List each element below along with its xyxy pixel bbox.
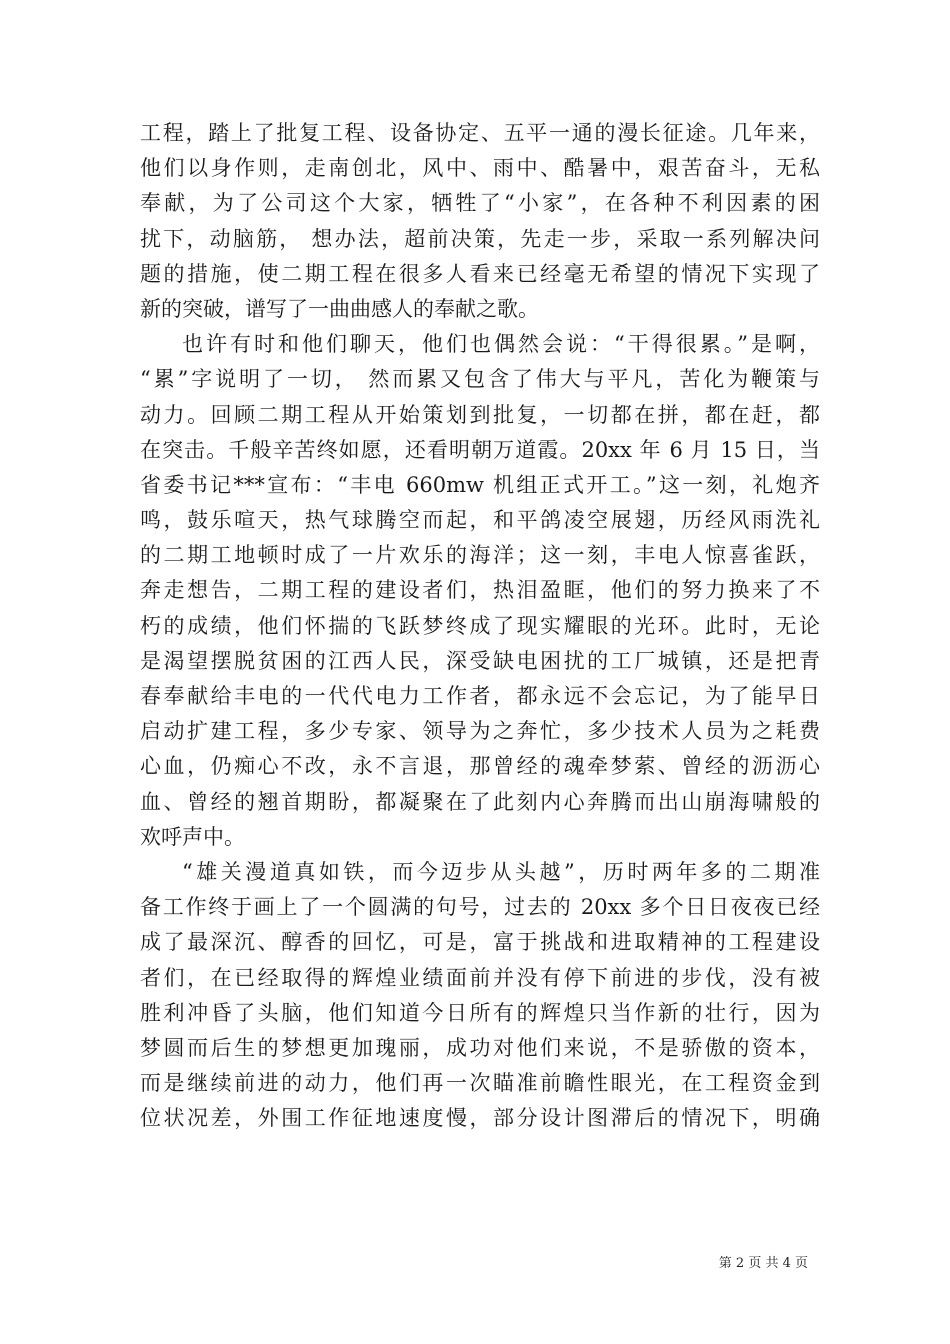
text-line: 朽的成绩，他们怀揣的飞跃梦终成了现实耀眼的光环。此时，无论 xyxy=(140,613,820,638)
text-line: 成了最深沉、醇香的回忆，可是，富于挑战和进取精神的工程建设 xyxy=(140,930,820,955)
text-line: 者们，在已经取得的辉煌业绩面前并没有停下前进的步伐，没有被 xyxy=(140,965,820,990)
text-line: 动力。回顾二期工程从开始策划到批复，一切都在拼，都在赶，都 xyxy=(140,402,820,427)
text-line: 省委书记***宣布：“丰电 660mw 机组正式开工。”这一刻，礼炮齐 xyxy=(140,472,820,497)
text-line: “雄关漫道真如铁，而今迈步从头越”，历时两年多的二期准 xyxy=(182,859,820,884)
text-line: 鸣，鼓乐喧天，热气球腾空而起，和平鸽凌空展翅，历经风雨洗礼 xyxy=(140,508,820,533)
text-line: 备工作终于画上了一个圆满的句号，过去的 20xx 多个日日夜夜已经 xyxy=(140,895,820,920)
text-line: 梦圆而后生的梦想更加瑰丽，成功对他们来说，不是骄傲的资本， xyxy=(140,1035,820,1060)
text-line: 春奉献给丰电的一代代电力工作者，都永远不会忘记，为了能早日 xyxy=(140,684,820,708)
text-line: 奔走想告，二期工程的建设者们，热泪盈眶，他们的努力换来了不 xyxy=(140,578,820,603)
text-line: 工程，踏上了批复工程、设备协定、五平一通的漫长征途。几年来， xyxy=(140,121,820,145)
text-line: 的二期工地顿时成了一片欢乐的海洋；这一刻，丰电人惊喜雀跃， xyxy=(140,543,820,568)
text-line: 心血，仍痴心不改，永不言退，那曾经的魂牵梦萦、曾经的沥沥心 xyxy=(140,754,820,779)
paragraph xyxy=(140,855,820,1137)
text-line: 奉献，为了公司这个大家，牺牲了“小家”，在各种不利因素的困 xyxy=(140,191,820,216)
text-line: 血、曾经的翘首期盼，都凝聚在了此刻内心奔腾而出山崩海啸般的 xyxy=(140,789,820,814)
page-number: 第 2 页 共 4 页 xyxy=(718,1256,808,1271)
text-line: 他们以身作则，走南创北，风中、雨中、酷暑中，艰苦奋斗，无私 xyxy=(140,156,820,181)
text-line: 而是继续前进的动力，他们再一次瞄准前瞻性眼光，在工程资金到 xyxy=(140,1071,820,1096)
text-line: 扰下，动脑筋， 想办法，超前决策，先走一步，采取一系列解决问 xyxy=(140,226,820,251)
paragraph xyxy=(140,327,820,855)
text-line: 胜利冲昏了头脑，他们知道今日所有的辉煌只当作新的壮行，因为 xyxy=(140,1000,820,1025)
text-line: 启动扩建工程，多少专家、领导为之奔忙，多少技术人员为之耗费 xyxy=(140,719,820,744)
text-line: 也许有时和他们聊天，他们也偶然会说：“干得很累。”是啊， xyxy=(182,332,820,357)
text-line: 位状况差，外围工作征地速度慢，部分设计图滞后的情况下，明确 xyxy=(140,1106,820,1131)
text-line: 题的措施，使二期工程在很多人看来已经毫无希望的情况下实现了 xyxy=(140,261,820,286)
text-line: 在突击。千般辛苦终如愿，还看明朝万道霞。20xx 年 6 月 15 日，当 xyxy=(140,437,820,462)
paragraph xyxy=(140,116,820,327)
text-line: 是渴望摆脱贫困的江西人民，深受缺电困扰的工厂城镇，还是把青 xyxy=(140,648,820,673)
text-line: 新的突破，谱写了一曲曲感人的奉献之歌。 xyxy=(140,296,539,321)
text-line: “累”字说明了一切， 然而累又包含了伟大与平凡，苦化为鞭策与 xyxy=(140,367,820,392)
text-line: 欢呼声中。 xyxy=(140,824,245,849)
body-text xyxy=(140,116,820,1136)
